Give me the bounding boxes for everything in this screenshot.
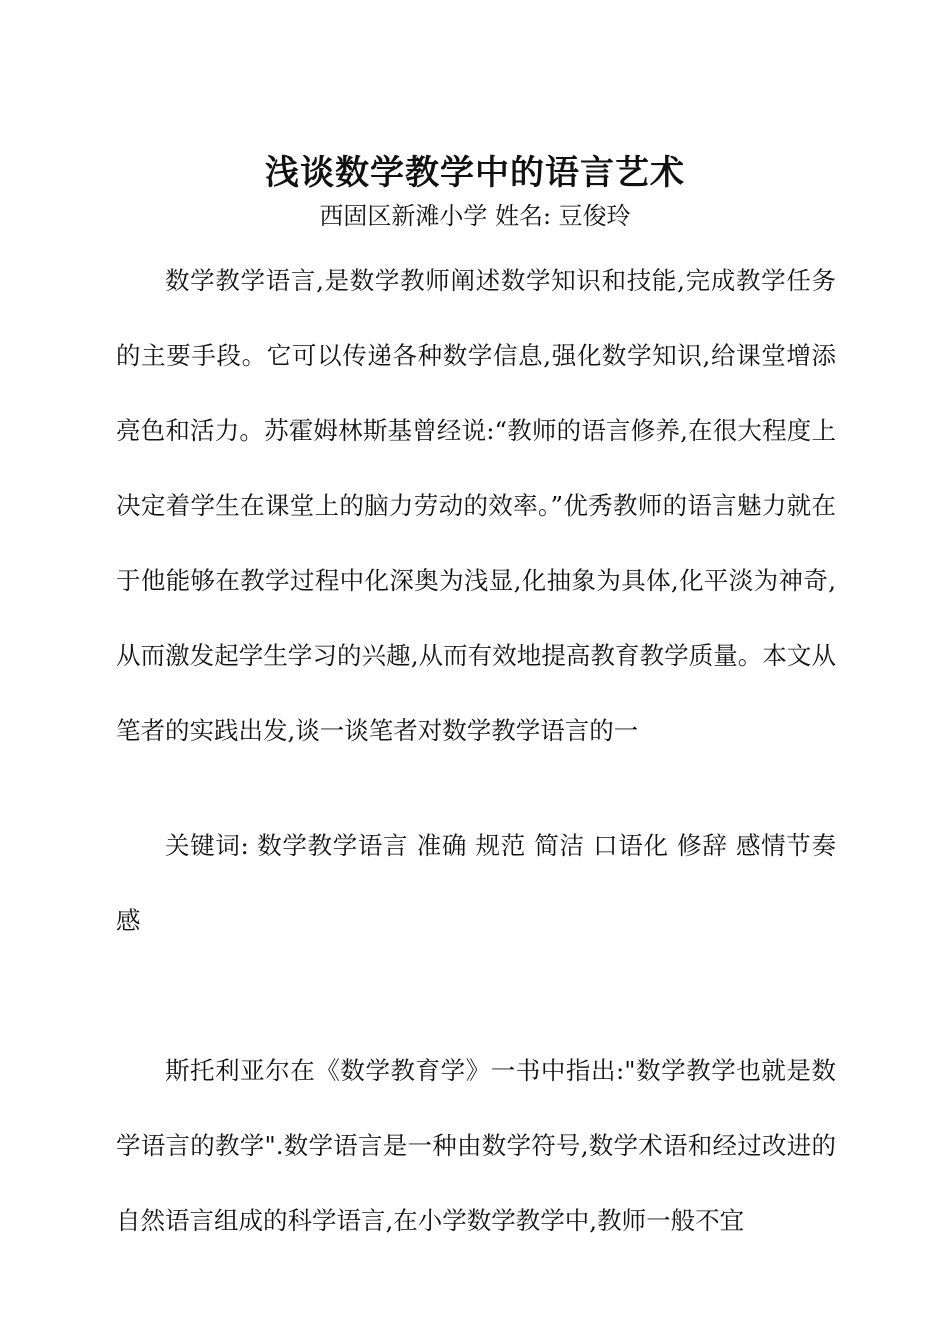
- body-paragraph-second: 斯托利亚尔在《数学教育学》一书中指出:"数学教学也就是数学语言的教学".数学语言是一种由数学符号,数学术语和经过改进的自然语言组成的科学语言,在小学数学教学中,教师一般不宜: [116, 1056, 836, 1235]
- author-line: 西固区新滩小学 姓名: 豆俊玲: [319, 202, 631, 230]
- keywords-paragraph: 关键词: 数学教学语言 准确 规范 简洁 口语化 修辞 感情节奏感: [116, 831, 836, 935]
- document-title: 浅谈数学教学中的语言艺术: [265, 152, 685, 193]
- body-paragraph-intro: 数学教学语言,是数学教师阐述数学知识和技能,完成教学任务的主要手段。它可以传递各种数学信息,强化数学知识,给课堂增添亮色和活力。苏霍姆林斯基曾经说:“教师的语言修养,在很大程度上决定着学生在课堂上的脑力劳动的效率。”优秀教师的语言魅力就在于他能够在教学过程中化深奥为浅显,化抽象为具体,化平淡为神奇,从而激发起学生学习的兴趣,从而有效地提高教育教学质量。本文从笔者的实践出发,谈一谈笔者对数学教学语言的一: [116, 266, 836, 745]
